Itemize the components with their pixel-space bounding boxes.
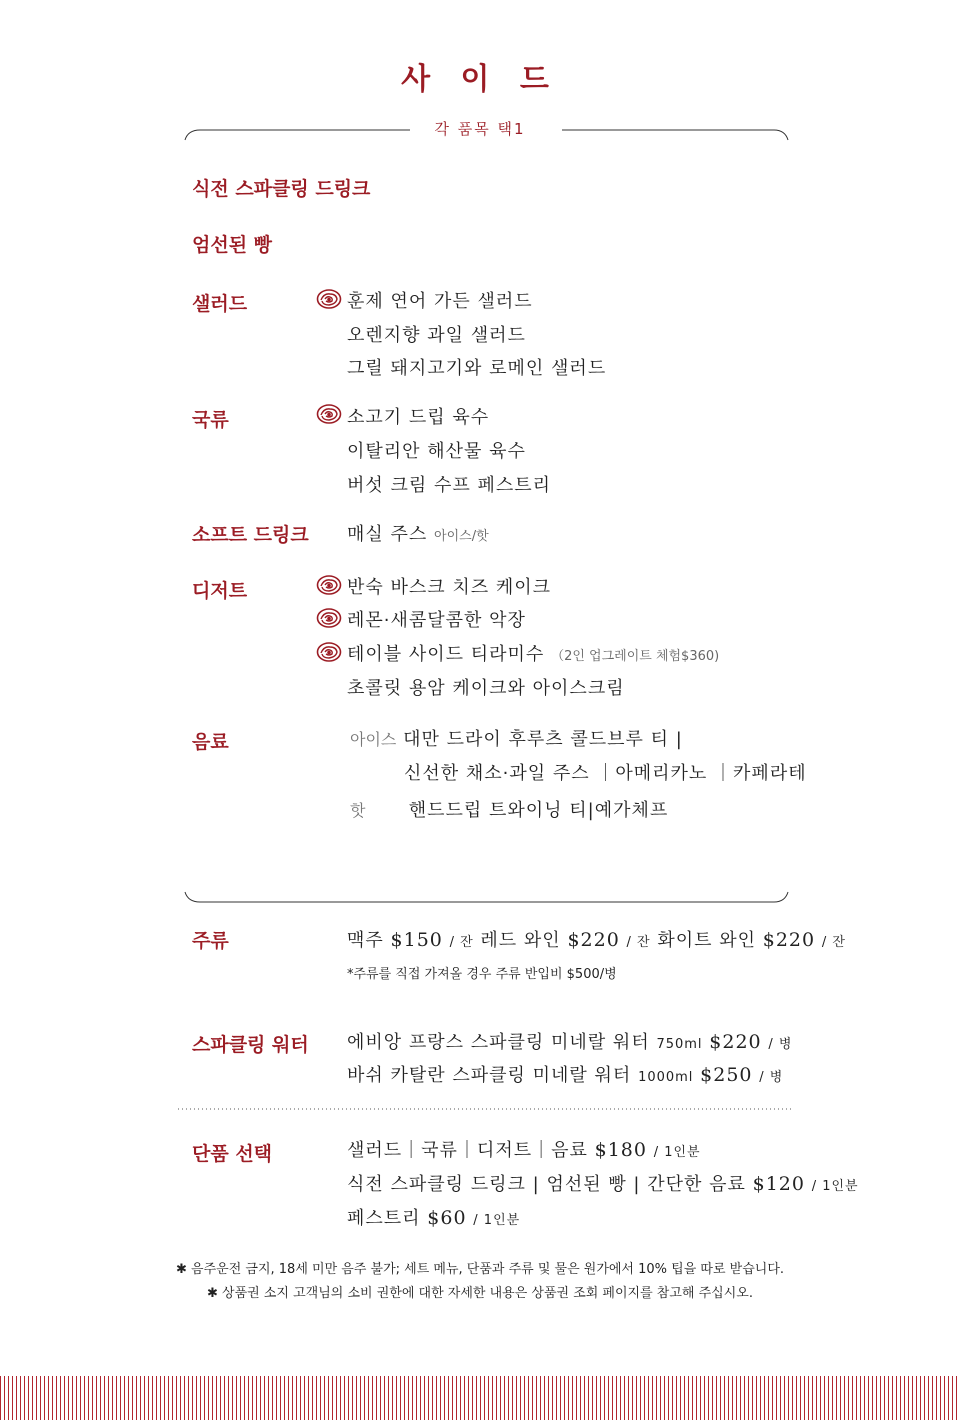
beer-price: $150 — [390, 929, 443, 951]
category-single: 단품 선택 — [192, 1143, 273, 1165]
red-wine-price: $220 — [567, 929, 620, 951]
vichy-volume: 1000ml — [638, 1070, 694, 1085]
single-line-items: 식전 스파클링 드링크 | 엄선된 빵 | 간단한 음료 — [347, 1174, 746, 1195]
asterisk-icon: ✱ — [207, 1286, 218, 1301]
asterisk-icon: ✱ — [175, 1262, 187, 1277]
beverage-ice-item: 신선한 채소·과일 주스 ｜아메리카노 ｜카페라테 — [404, 763, 807, 784]
footnote — [0, 1258, 960, 1277]
dessert-upgrade-note: （2인 업그레이트 체험$360) — [551, 649, 720, 664]
salad-item: 그릴 돼지고기와 로메인 샐러드 — [347, 358, 607, 379]
single-line — [347, 1204, 520, 1230]
single-line-items: 페스트리 — [347, 1208, 421, 1229]
category-soft-drink: 소프트 드링크 — [192, 524, 309, 546]
rose-icon — [316, 607, 342, 629]
page-title: 사 이 드 — [401, 62, 559, 97]
footnote — [0, 1282, 960, 1301]
single-line-price: $120 — [752, 1173, 805, 1195]
stripe-border — [0, 1376, 960, 1420]
dessert-item: 초콜릿 용암 케이크와 아이스크림 — [347, 678, 625, 699]
soup-item: 이탈리안 해산물 육수 — [347, 441, 526, 462]
single-line-price: $180 — [594, 1139, 647, 1161]
evian-name: 에비앙 프랑스 스파클링 미네랄 워터 — [347, 1032, 650, 1053]
dessert-item-name: 테이블 사이드 티라미수 — [347, 644, 545, 665]
beer-name: 맥주 — [347, 930, 384, 951]
white-wine-price: $220 — [762, 929, 816, 951]
dessert-item — [347, 640, 719, 666]
soup-item: 버섯 크림 수프 페스트리 — [347, 475, 552, 496]
beverage-hot-label: 핫 — [350, 801, 366, 820]
salad-item: 오렌지향 과일 샐러드 — [347, 325, 526, 346]
footnote-text: 상품권 소지 고객님의 소비 권한에 대한 자세한 내용은 상품권 조회 페이지를 참고해 주십시오. — [222, 1286, 753, 1301]
white-wine-unit: / 잔 — [821, 935, 846, 950]
evian-volume: 750ml — [656, 1037, 703, 1052]
single-line — [347, 1136, 701, 1162]
single-line-items: 샐러드｜국류｜디저트｜음료 — [347, 1140, 588, 1161]
dessert-item: 반숙 바스크 치즈 케이크 — [347, 577, 552, 598]
single-line — [347, 1170, 859, 1196]
water-evian-line — [347, 1028, 792, 1054]
vichy-price: $250 — [700, 1064, 753, 1086]
beverage-hot-line — [350, 796, 668, 822]
rose-icon — [316, 288, 342, 310]
rose-icon — [316, 574, 342, 596]
salad-item: 훈제 연어 가든 샐러드 — [347, 291, 533, 312]
dessert-item: 레몬·새콤달콤한 악장 — [347, 610, 526, 631]
vichy-name: 바쉬 카탈란 스파클링 미네랄 워터 — [347, 1065, 632, 1086]
single-line-unit: / 1인분 — [653, 1145, 701, 1160]
water-vichy-line — [347, 1061, 783, 1087]
beverage-ice-item: 대만 드라이 후루츠 콜드브루 티 | — [403, 729, 683, 750]
soft-drink-note: 아이스/핫 — [434, 529, 489, 544]
single-line-price: $60 — [427, 1207, 467, 1229]
category-beverage: 음료 — [192, 731, 229, 753]
category-sparkling-water: 스파클링 워터 — [192, 1034, 309, 1056]
evian-price: $220 — [709, 1031, 762, 1053]
category-alcohol: 주류 — [192, 930, 229, 952]
soft-drink-name: 매실 주스 — [347, 524, 428, 545]
single-line-unit: / 1인분 — [473, 1213, 521, 1228]
soft-drink-item — [347, 520, 489, 546]
page-subtitle: 각 품목 택1 — [434, 120, 526, 138]
soup-item: 소고기 드립 육수 — [347, 407, 490, 428]
category-soup: 국류 — [192, 409, 229, 431]
red-wine-unit: / 잔 — [626, 935, 651, 950]
beverage-ice-line — [350, 725, 683, 751]
beverage-hot-item: 핸드드립 트와이닝 티|예가체프 — [408, 800, 669, 821]
category-salad: 샐러드 — [192, 293, 248, 315]
beer-unit: / 잔 — [449, 935, 474, 950]
rose-icon — [316, 403, 342, 425]
alcohol-corkage-note: *주류를 직접 가져올 경우 주류 반입비 $500/병 — [347, 967, 617, 982]
evian-unit: / 병 — [768, 1037, 793, 1052]
category-bread: 엄선된 빵 — [192, 234, 273, 256]
category-dessert: 디저트 — [192, 580, 248, 602]
footnote-text: 음주운전 금지, 18세 미만 음주 불가; 세트 메뉴, 단품과 주류 및 물은 원가에서 10% 팁을 따로 받습니다. — [191, 1262, 785, 1277]
rose-icon — [316, 641, 342, 663]
single-line-unit: / 1인분 — [811, 1179, 859, 1194]
white-wine-name: 화이트 와인 — [657, 930, 757, 951]
red-wine-name: 레드 와인 — [480, 930, 561, 951]
vichy-unit: / 병 — [759, 1070, 784, 1085]
alcohol-line — [347, 926, 846, 952]
beverage-ice-label: 아이스 — [350, 730, 397, 749]
category-aperitif: 식전 스파클링 드링크 — [192, 178, 371, 200]
